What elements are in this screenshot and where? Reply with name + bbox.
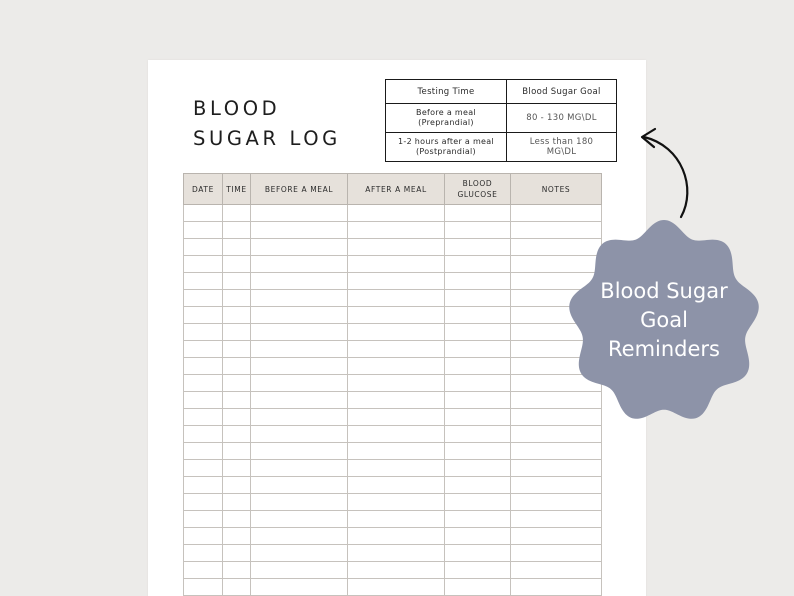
log-cell xyxy=(348,205,445,222)
log-cell xyxy=(445,392,511,409)
log-cell xyxy=(445,494,511,511)
column-header-before-meal: BEFORE A MEAL xyxy=(251,174,348,205)
log-cell xyxy=(348,358,445,375)
log-cell xyxy=(511,562,602,579)
log-cell xyxy=(445,307,511,324)
log-cell xyxy=(445,256,511,273)
log-cell xyxy=(223,256,251,273)
log-cell xyxy=(223,494,251,511)
log-cell xyxy=(223,409,251,426)
goal-cell-target xyxy=(507,104,617,133)
goal-target-line: 80 - 130 MG\DL xyxy=(526,113,597,123)
log-cell xyxy=(445,477,511,494)
log-cell xyxy=(223,358,251,375)
log-cell xyxy=(348,494,445,511)
log-row xyxy=(184,392,602,409)
log-cell xyxy=(445,579,511,596)
goal-table-header-row xyxy=(386,80,617,104)
log-cell xyxy=(445,324,511,341)
log-cell xyxy=(184,256,223,273)
log-cell xyxy=(223,426,251,443)
log-cell xyxy=(445,443,511,460)
log-cell xyxy=(445,375,511,392)
log-cell xyxy=(184,477,223,494)
log-cell xyxy=(184,494,223,511)
log-cell xyxy=(251,511,348,528)
log-cell xyxy=(511,528,602,545)
badge-text-line-2: Goal xyxy=(640,308,688,332)
log-cell xyxy=(184,562,223,579)
goal-time-line: Before a meal xyxy=(416,108,476,117)
badge-text-line-1: Blood Sugar xyxy=(600,279,728,303)
log-cell xyxy=(184,409,223,426)
goal-row-before-meal xyxy=(386,104,617,133)
goal-time-qualifier: (Postprandial) xyxy=(416,147,476,156)
log-cell xyxy=(251,239,348,256)
log-cell xyxy=(184,375,223,392)
log-cell xyxy=(511,511,602,528)
log-cell xyxy=(251,307,348,324)
log-cell xyxy=(251,341,348,358)
log-cell xyxy=(184,579,223,596)
log-cell xyxy=(251,477,348,494)
log-cell xyxy=(251,460,348,477)
log-cell xyxy=(251,358,348,375)
log-cell xyxy=(184,511,223,528)
log-row xyxy=(184,511,602,528)
column-header-blood-glucose: BLOOD GLUCOSE xyxy=(445,174,511,205)
log-row xyxy=(184,307,602,324)
log-cell xyxy=(184,426,223,443)
log-cell xyxy=(184,392,223,409)
log-cell xyxy=(184,273,223,290)
log-cell xyxy=(511,579,602,596)
log-cell xyxy=(348,256,445,273)
log-cell xyxy=(223,562,251,579)
log-row xyxy=(184,579,602,596)
log-cell xyxy=(445,290,511,307)
goal-cell-testing-time xyxy=(386,133,507,162)
log-cell xyxy=(445,545,511,562)
log-row xyxy=(184,443,602,460)
log-cell xyxy=(184,443,223,460)
log-cell xyxy=(223,239,251,256)
column-header-notes: NOTES xyxy=(511,174,602,205)
log-cell xyxy=(223,290,251,307)
log-cell xyxy=(348,392,445,409)
log-cell xyxy=(445,426,511,443)
log-cell xyxy=(348,460,445,477)
page-title xyxy=(193,94,341,154)
goal-cell-testing-time xyxy=(386,104,507,133)
log-row xyxy=(184,494,602,511)
goal-reminders-badge xyxy=(566,218,762,426)
log-cell xyxy=(223,528,251,545)
log-cell xyxy=(445,222,511,239)
column-header-date: DATE xyxy=(184,174,223,205)
log-cell xyxy=(445,341,511,358)
log-cell xyxy=(348,307,445,324)
log-cell xyxy=(511,443,602,460)
log-cell xyxy=(348,579,445,596)
log-cell xyxy=(348,290,445,307)
log-cell xyxy=(251,545,348,562)
log-cell xyxy=(348,222,445,239)
title-line-1: BLOOD xyxy=(193,97,281,120)
log-cell xyxy=(184,205,223,222)
log-row xyxy=(184,426,602,443)
log-row xyxy=(184,545,602,562)
log-cell xyxy=(223,392,251,409)
log-cell xyxy=(511,545,602,562)
log-cell xyxy=(251,443,348,460)
log-row xyxy=(184,222,602,239)
log-row xyxy=(184,341,602,358)
log-cell xyxy=(348,273,445,290)
log-cell xyxy=(184,239,223,256)
log-cell xyxy=(348,324,445,341)
column-header-after-meal: AFTER A MEAL xyxy=(348,174,445,205)
log-cell xyxy=(223,307,251,324)
log-cell xyxy=(445,205,511,222)
log-cell xyxy=(251,562,348,579)
log-cell xyxy=(223,273,251,290)
log-table-header-row xyxy=(184,174,602,205)
log-row xyxy=(184,409,602,426)
goal-header-testing-time: Testing Time xyxy=(386,80,507,104)
log-cell xyxy=(348,426,445,443)
log-row xyxy=(184,477,602,494)
log-row xyxy=(184,460,602,477)
log-cell xyxy=(511,460,602,477)
log-cell xyxy=(348,341,445,358)
log-cell xyxy=(251,494,348,511)
log-row xyxy=(184,528,602,545)
log-cell xyxy=(223,477,251,494)
log-cell xyxy=(223,375,251,392)
log-cell xyxy=(445,528,511,545)
log-cell xyxy=(251,409,348,426)
goal-time-qualifier: (Preprandial) xyxy=(418,118,474,127)
goal-row-after-meal xyxy=(386,133,617,162)
log-cell xyxy=(445,511,511,528)
log-cell xyxy=(511,426,602,443)
log-cell xyxy=(348,528,445,545)
log-cell xyxy=(184,307,223,324)
log-row xyxy=(184,205,602,222)
badge-text-line-3: Reminders xyxy=(608,337,720,361)
log-cell xyxy=(348,239,445,256)
goal-target-unit: MG\DL xyxy=(546,147,577,157)
log-cell xyxy=(223,222,251,239)
blood-sugar-goal-table xyxy=(385,79,617,162)
log-cell xyxy=(445,460,511,477)
log-cell xyxy=(348,511,445,528)
log-cell xyxy=(251,324,348,341)
log-cell xyxy=(184,290,223,307)
log-cell xyxy=(184,222,223,239)
log-cell xyxy=(251,205,348,222)
log-cell xyxy=(251,290,348,307)
log-cell xyxy=(223,341,251,358)
log-cell xyxy=(511,477,602,494)
log-row xyxy=(184,256,602,273)
log-cell xyxy=(223,545,251,562)
blood-sugar-log-table xyxy=(183,173,602,596)
log-row xyxy=(184,562,602,579)
log-cell xyxy=(251,426,348,443)
badge-text xyxy=(566,277,762,364)
log-cell xyxy=(223,443,251,460)
log-cell xyxy=(184,460,223,477)
goal-time-line: 1-2 hours after a meal xyxy=(398,137,494,146)
column-header-time: TIME xyxy=(223,174,251,205)
log-cell xyxy=(348,562,445,579)
log-row xyxy=(184,290,602,307)
log-cell xyxy=(511,494,602,511)
log-cell xyxy=(184,545,223,562)
log-cell xyxy=(184,528,223,545)
log-cell xyxy=(348,443,445,460)
log-row xyxy=(184,324,602,341)
log-cell xyxy=(251,528,348,545)
log-cell xyxy=(445,409,511,426)
log-table-body xyxy=(184,205,602,596)
log-cell xyxy=(251,273,348,290)
log-row xyxy=(184,375,602,392)
log-cell xyxy=(445,358,511,375)
log-cell xyxy=(184,341,223,358)
log-row xyxy=(184,273,602,290)
title-line-2: SUGAR LOG xyxy=(193,127,341,150)
goal-target-line: Less than 180 xyxy=(529,137,594,147)
log-cell xyxy=(348,375,445,392)
log-cell xyxy=(184,358,223,375)
log-cell xyxy=(251,256,348,273)
log-row xyxy=(184,358,602,375)
log-cell xyxy=(223,460,251,477)
log-cell xyxy=(348,545,445,562)
log-cell xyxy=(223,579,251,596)
log-cell xyxy=(251,222,348,239)
goal-cell-target xyxy=(507,133,617,162)
log-cell xyxy=(251,375,348,392)
log-cell xyxy=(445,239,511,256)
log-cell xyxy=(223,324,251,341)
goal-header-blood-sugar-goal: Blood Sugar Goal xyxy=(507,80,617,104)
log-cell xyxy=(223,205,251,222)
log-cell xyxy=(445,273,511,290)
log-cell xyxy=(223,511,251,528)
log-cell xyxy=(251,579,348,596)
log-cell xyxy=(348,477,445,494)
log-cell xyxy=(251,392,348,409)
log-row xyxy=(184,239,602,256)
log-cell xyxy=(348,409,445,426)
log-cell xyxy=(184,324,223,341)
log-cell xyxy=(445,562,511,579)
